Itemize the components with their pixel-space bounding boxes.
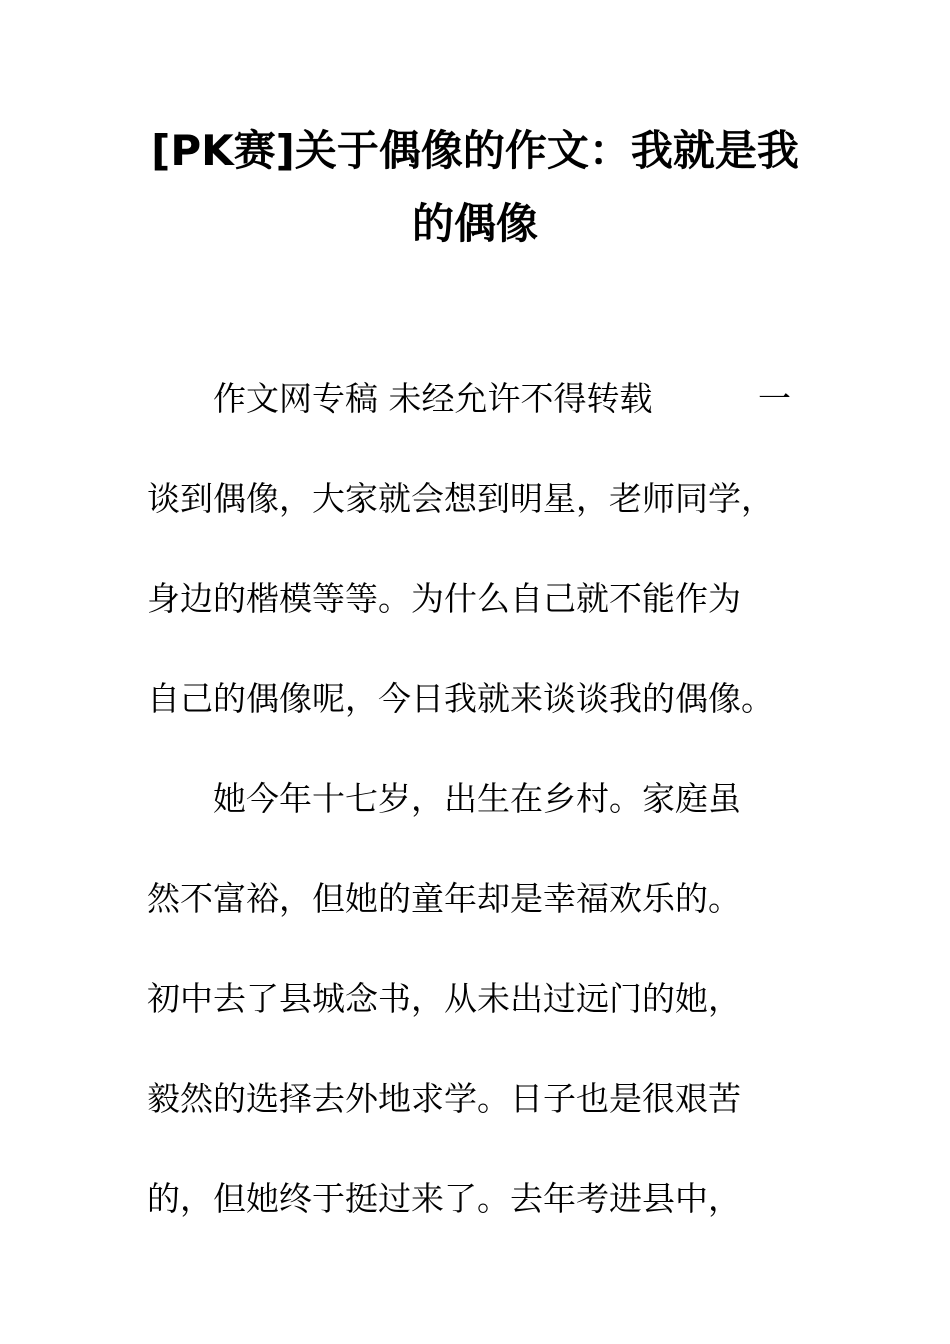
body-line-9: 的，但她终于挺过来了。去年考进县中， [147,1179,741,1218]
body-line-1-marker: 一 [758,379,791,418]
document-title-line-2: 的偶像 [411,199,538,248]
body-line-5: 她今年十七岁，出生在乡村。家庭虽 [213,779,741,818]
body-line-3: 身边的楷模等等。为什么自己就不能作为 [147,579,741,618]
body-line-4: 自己的偶像呢，今日我就来谈谈我的偶像。 [147,679,774,718]
body-line-1: 作文网专稿 未经允许不得转载 [213,379,653,418]
document-title-line-1: [PK赛]关于偶像的作文：我就是我 [151,126,799,175]
body-line-8: 毅然的选择去外地求学。日子也是很艰苦 [147,1079,741,1118]
body-line-7: 初中去了县城念书，从未出过远门的她， [147,979,741,1018]
body-line-6: 然不富裕，但她的童年却是幸福欢乐的。 [147,879,741,918]
body-line-2: 谈到偶像，大家就会想到明星，老师同学， [147,479,774,518]
